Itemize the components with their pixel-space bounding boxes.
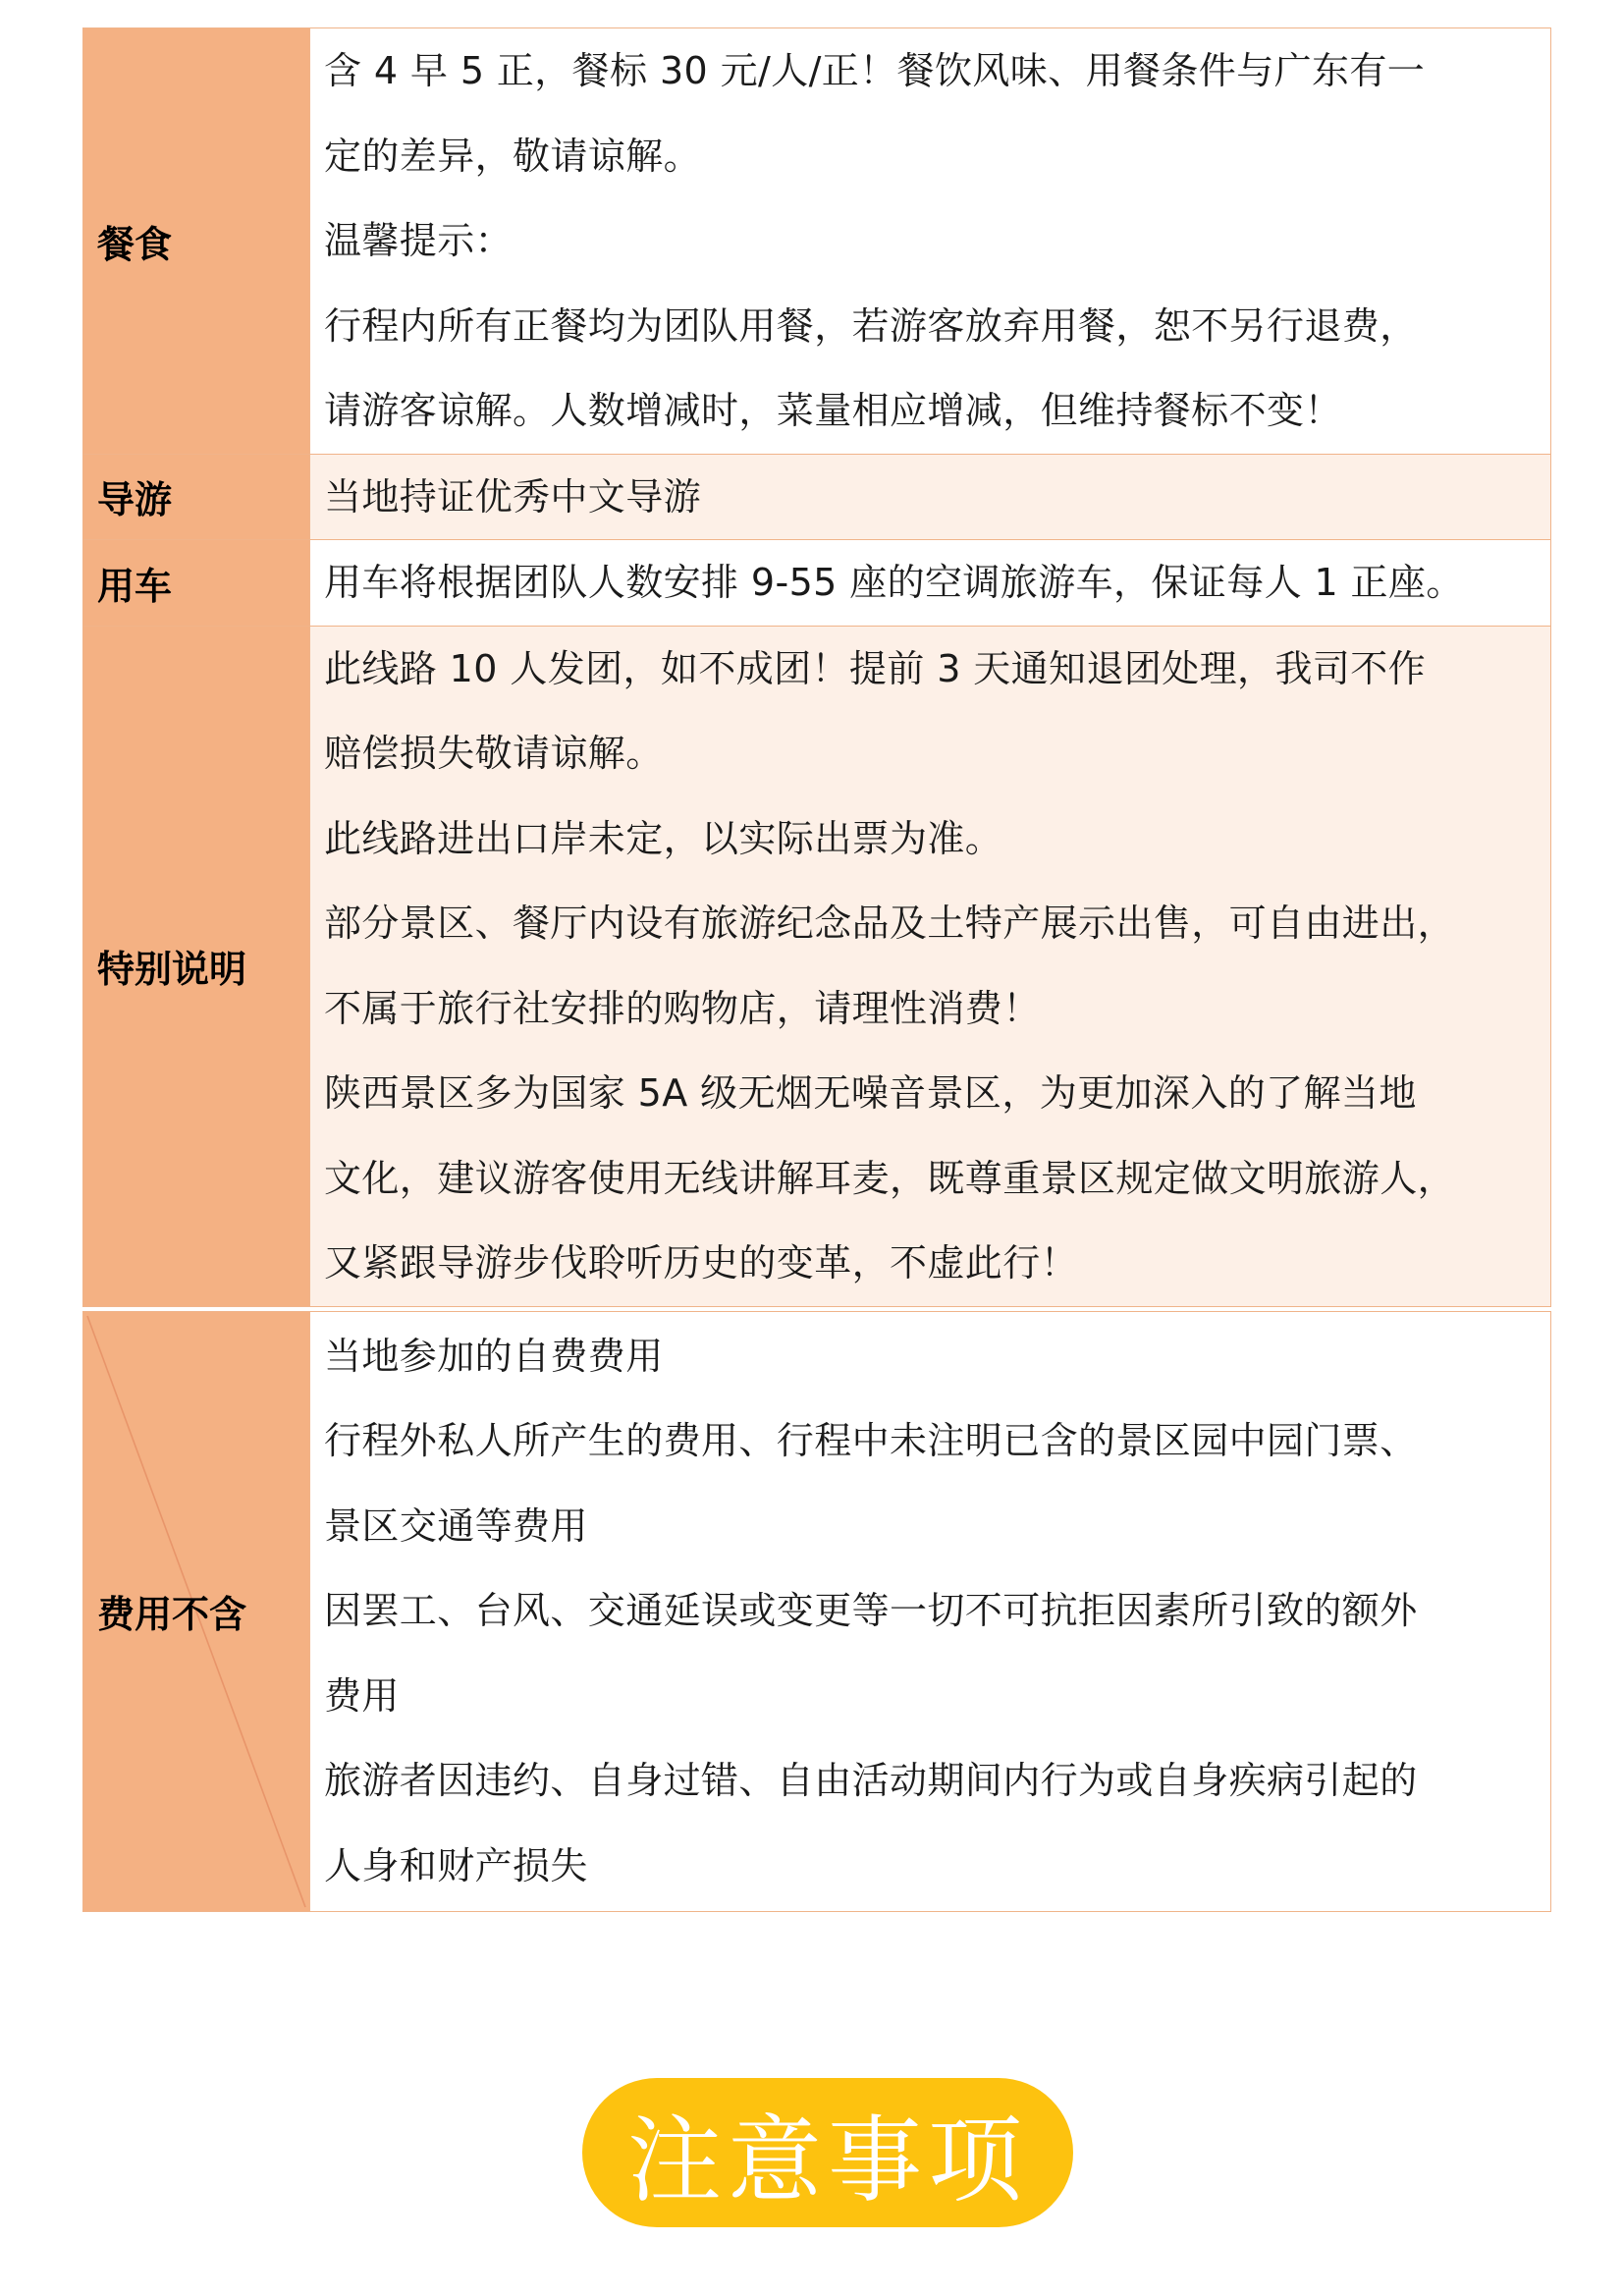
itinerary-table <box>82 27 1551 1912</box>
content-line: 人身和财产损失 <box>324 1843 588 1887</box>
content-line: 当地持证优秀中文导游 <box>324 474 702 519</box>
content-line: 此线路 10 人发团，如不成团！提前 3 天通知退团处理，我司不作 <box>324 646 1427 690</box>
table-row-excluded-costs <box>83 1311 1551 1911</box>
content-line: 旅游者因违约、自身过错、自由活动期间内行为或自身疾病引起的 <box>324 1759 1418 1803</box>
row-label-cell <box>83 626 310 1306</box>
row-content-guide <box>310 454 1551 540</box>
content-line: 陕西景区多为国家 5A 级无烟无噪音景区，为更加深入的了解当地 <box>324 1071 1417 1115</box>
content-line: 部分景区、餐厅内设有旅游纪念品及土特产展示出售，可自由进出， <box>324 902 1456 945</box>
row-label-special-notes: 特别说明 <box>97 948 247 991</box>
row-label-cell <box>83 1311 310 1911</box>
content-line: 含 4 早 5 正，餐标 30 元/人/正！餐饮风味、用餐条件与广东有一 <box>324 49 1426 92</box>
row-content-excluded-costs <box>310 1311 1551 1911</box>
row-label-meals: 餐食 <box>97 222 173 266</box>
content-line: 用车将根据团队人数安排 9-55 座的空调旅游车，保证每人 1 正座。 <box>324 561 1464 604</box>
table-row-special-notes <box>83 626 1551 1306</box>
content-line: 行程外私人所产生的费用、行程中未注明已含的景区园中园门票、 <box>324 1419 1418 1463</box>
content-line: 请游客谅解。人数增减时，菜量相应增减，但维持餐标不变！ <box>324 389 1342 432</box>
row-content-meals <box>310 28 1551 455</box>
row-label-vehicle: 用车 <box>97 564 173 608</box>
row-content-vehicle <box>310 540 1551 627</box>
content-line: 文化，建议游客使用无线讲解耳麦，既尊重景区规定做文明旅游人， <box>324 1156 1456 1200</box>
content-line: 因罢工、台风、交通延误或变更等一切不可抗拒因素所引致的额外 <box>324 1589 1418 1633</box>
row-label-cell <box>83 28 310 455</box>
content-line: 行程内所有正餐均为团队用餐，若游客放弃用餐，恕不另行退费， <box>324 303 1418 348</box>
row-label-cell <box>83 454 310 540</box>
content-line: 当地参加的自费费用 <box>324 1334 664 1378</box>
content-line: 温馨提示： <box>324 219 514 262</box>
table-row-guide <box>83 454 1551 540</box>
notice-heading-text: 注意事项 <box>627 2105 1028 2215</box>
row-label-cell <box>83 540 310 627</box>
content-line: 定的差异，敬请谅解。 <box>324 134 702 178</box>
row-label-excluded-costs: 费用不含 <box>97 1593 247 1636</box>
content-line: 赔偿损失敬请谅解。 <box>324 732 664 775</box>
table-row-vehicle <box>83 540 1551 627</box>
row-content-special-notes <box>310 626 1551 1306</box>
table-row-meals <box>83 28 1551 455</box>
row-label-guide: 导游 <box>97 478 173 522</box>
content-line: 不属于旅行社安排的购物店，请理性消费！ <box>324 986 1041 1030</box>
content-line: 又紧跟导游步伐聆听历史的变革，不虚此行！ <box>324 1241 1079 1285</box>
content-line: 费用 <box>324 1673 400 1718</box>
content-line: 景区交通等费用 <box>324 1503 588 1548</box>
notice-heading-badge <box>582 2078 1073 2227</box>
content-line: 此线路进出口岸未定，以实际出票为准。 <box>324 816 1003 860</box>
